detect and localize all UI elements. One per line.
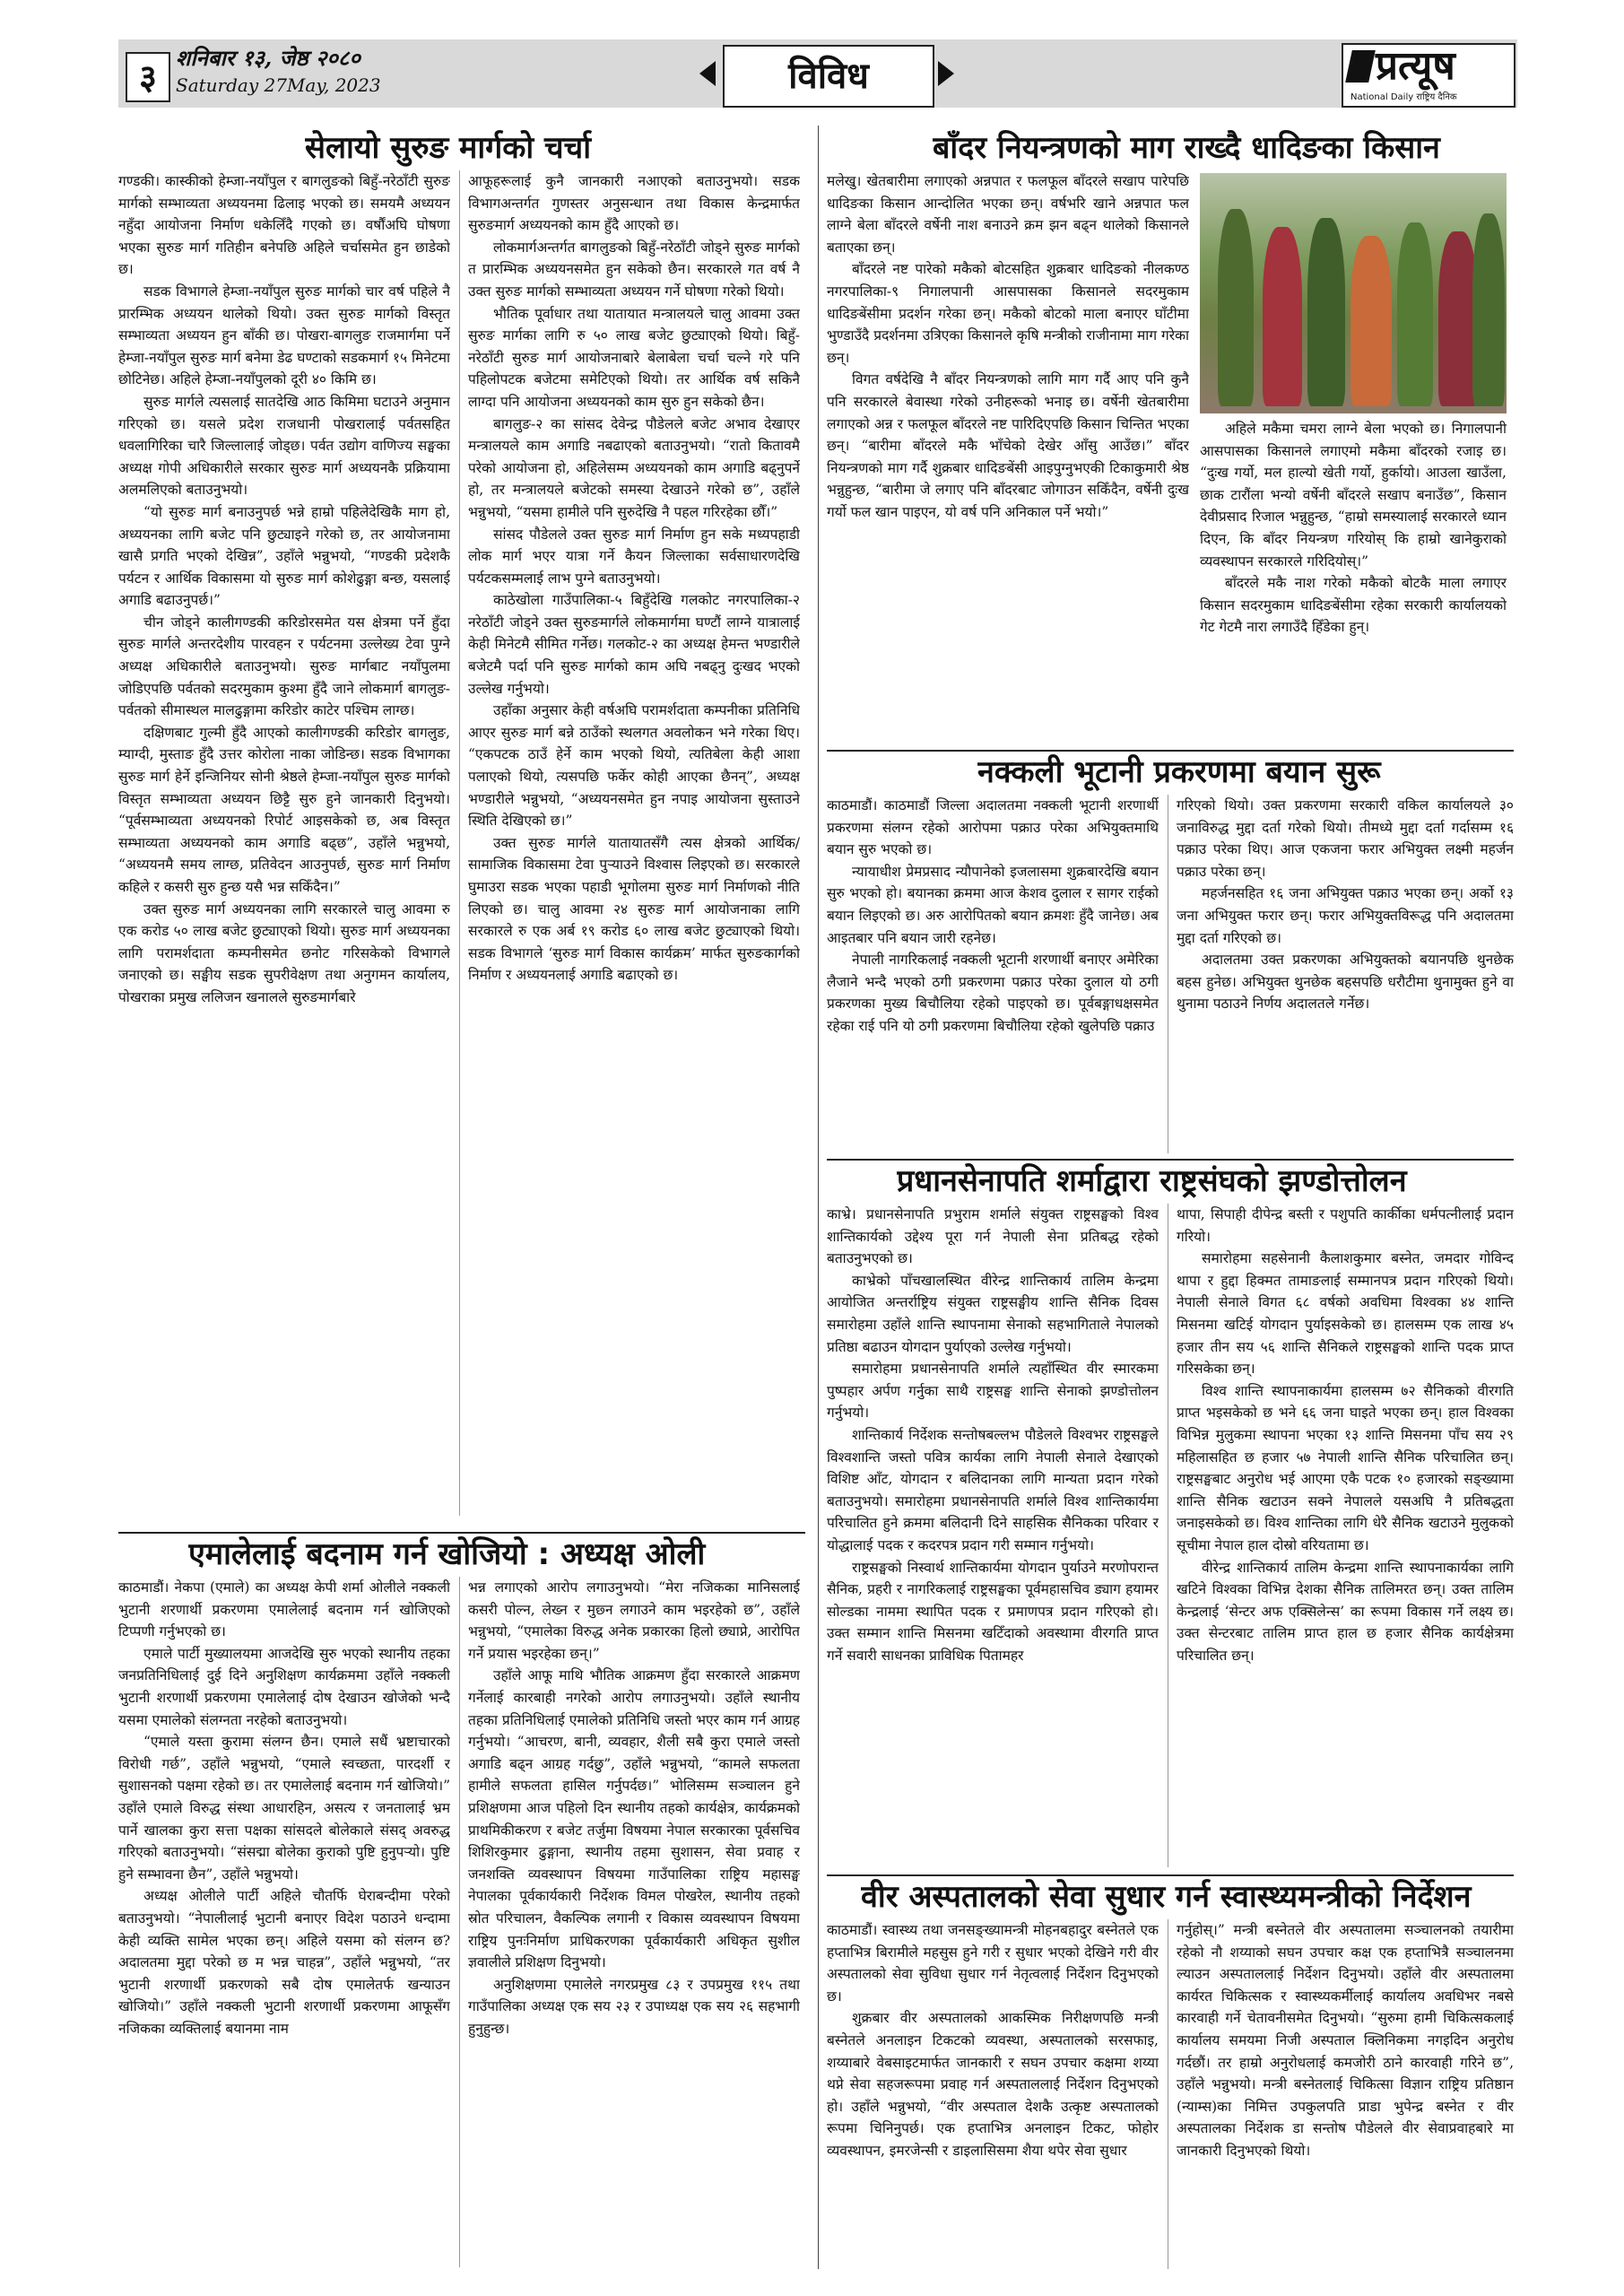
paragraph: काठमाडौं। नेकपा (एमाले) का अध्यक्ष केपी शर्मा ओलीले नक्कली भुटानी शरणार्थी प्रकरणमा एमालेलाई बदनाम गर्न खोजिएको टिप्पणी गर्नुभएको छ। — [118, 1579, 450, 1640]
paragraph: अहिले मकैमा चमरा लाग्ने बेला भएको छ। निगालपानी आसपासका किसानले लगाएमो मकैमा बाँदरको रजाइ छ। “दुःख गर्यो, मल हाल्यो खेती गर्यो, हुर्कायो। आउला खाउँला, छाक टारौंला भन्यो वर्षेनी बाँदरले सखाप बनाउँछ”, किसान देवीप्रसाद रिजाल भन्नुहुन्छ, “हाम्रो समस्यालाई सरकारले ध्यान दिएन, कि बाँदर नियन्त्रण गरियोस् कि हाम्रो खानेकुराको व्यवस्थापन सरकारले गरिदियोस्।” — [1200, 421, 1507, 570]
paragraph: सांसद पौडेलले उक्त सुरुङ मार्ग निर्माण हुन सके मध्यपहाडी लोक मार्ग भएर यात्रा गर्ने कैयन जिल्लाका सर्वसाधारणदेखि पर्यटकसम्मलाई लाभ पुग्ने बताउनुभयो। — [468, 526, 800, 587]
farmers-protest-photo — [1200, 173, 1507, 413]
paragraph: उहाँले आफू माथि भौतिक आक्रमण हुँदा सरकारले आक्रमण गर्नेलाई कारबाही नगरेको आरोप लगाउनुभयो। उहाँले स्थानीय तहका प्रतिनिधिलाई एमालेको प्रतिनिधि जस्तो भएर काम गर्न आग्रह गर्नुभयो। “आचरण, बानी, व्यवहार, शैली सबै कुरा एमाले जस्तो अगाडि बढ्न आग्रह गर्दछु”, उहाँले भन्नुभयो, “कामले सफलता हामीले सफलता हासिल गर्नुपर्दछ।” भोलिसम्म सञ्चालन हुने प्रशिक्षणमा आज पहिलो दिन स्थानीय तहको कार्यक्षेत्र, कार्यक्रमको प्राथमिकीकरण र बजेट तर्जुमा विषयमा नेपाल सरकारका पूर्वसचिव शिशिरकुमार ढुङ्गाना, स्थानीय तहमा सुशासन, सेवा प्रवाह र जनशक्ति व्यवस्थापन विषयमा गाउँपालिका राष्ट्रिय महासङ्घ नेपालका पूर्वकार्यकारी निर्देशक विमल पोखरेल, स्थानीय तहको स्रोत परिचालन, वैकल्पिक लगानी र विकास व्यवस्थापन विषयमा राष्ट्रिय पुनःनिर्माण प्राधिकरणका पूर्वकार्यकारी अधिकृत सुशील ज्ञवालीले प्रशिक्षण दिनुभयो। — [468, 1667, 800, 1971]
column-divider — [459, 170, 460, 1516]
article-bir-col2 — [1177, 1919, 1514, 2269]
headline-bhutani: नक्कली भूटानी प्रकरणमा बयान सुरू — [977, 754, 1381, 790]
paragraph: अध्यक्ष ओलीले पार्टी अहिले चौतर्फि घेराबन्दीमा परेको बताउनुभयो। “नेपालीलाई भुटानी बनाएर विदेश पठाउने धन्दामा केही व्यक्ति सामेल भएका छन्। अहिले यसमा को संलग्न छ? अदालतमा मुद्दा परेको छ म भन्न चाहन्न”, उहाँले भन्नुभयो, “तर भुटानी शरणार्थी प्रकरणको सबै दोष एमालेतर्फ खन्याउन खोजियो।” उहाँले नक्कली भुटानी शरणार्थी प्रकरणमा आफूसँग नजिकका व्यक्तिलाई बयानमा नाम — [118, 1888, 450, 2037]
date-block — [176, 43, 381, 97]
paragraph: “एमाले यस्ता कुरामा संलग्न छैन। एमाले सधैं भ्रष्टाचारको विरोधी गर्छ”, उहाँले भन्नुभयो, “एमाले स्वच्छता, पारदर्शी र सुशासनको पक्षमा रहेको छ। तर एमालेलाई बदनाम गर्न खोजियो।” उहाँले एमाले विरुद्ध संस्था आधारहिन, असत्य र जनतालाई भ्रम पार्ने खालका कुरा सत्ता पक्षका सांसदले बोलेकाले संसद् अवरुद्ध गरिएको बताउनुभयो। “संसद्मा बोलेका कुराको पुष्टि हुनुपर्‍यो। पुष्टि हुने सम्भावना छैन”, उहाँले भन्नुभयो। — [118, 1734, 450, 1883]
paragraph: काभ्रे। प्रधानसेनापति प्रभुराम शर्माले संयुक्त राष्ट्रसङ्घको विश्व शान्तिकार्यको उद्देश्य पूरा गर्न नेपाली सेना प्रतिबद्ध रहेको बताउनुभएको छ। — [827, 1206, 1159, 1267]
paragraph: उक्त सुरुङ मार्गले यातायातसँगै त्यस क्षेत्रको आर्थिक/सामाजिक विकासमा टेवा पुऱ्याउने विश्वास लिइएको छ। सरकारले घुमाउरा सडक भएका पहाडी भूगोलमा सुरुङ मार्ग निर्माणको नीति लिएको छ। चालु आवमा २४ सुरुङ मार्ग आयोजनाका लागि सरकारले रु एक अर्ब १९ करोड ६० लाख बजेट छुट्याएको थियो। सडक विभागले ‘सुरुङ मार्ग विकास कार्यक्रम’ मार्फत सुरुङकार्गको निर्माण र अध्ययनलाई अगाडि बढाएको छ। — [468, 834, 800, 984]
article-emale-col1 — [118, 1577, 450, 2267]
paragraph: समारोहमा प्रधानसेनापति शर्माले त्यहाँस्थित वीर स्मारकमा पुष्पहार अर्पण गर्नुका साथै राष्ट्रसङ्घ शान्ति सेनाको झण्डोत्तोलन गर्नुभयो। — [827, 1361, 1159, 1422]
paragraph: उक्त सुरुङ मार्ग अध्ययनका लागि सरकारले चालु आवमा रु एक करोड ५० लाख बजेट छुट्याएको थियो। सुरुङ मार्ग अध्ययनका लागि परामर्शदाता कम्पनीसमेत छनोट गरिसकेको विभागले जनाएको छ। सङ्घीय सडक सुपरीवेक्षण तथा अनुगमन कार्यालय, पोखराका प्रमुख ललिजन खनालले सुरुङमार्गबारे — [118, 900, 450, 1005]
page-number: ३ — [126, 52, 170, 102]
newspaper-logo — [1342, 43, 1515, 108]
paragraph: काठमाडौं। स्वास्थ्य तथा जनसङ्ख्यामन्त्री मोहनबहादुर बस्नेतले एक हप्ताभित्र बिरामीले महसुस हुने गरी र सुधार भएको देखिने गरी वीर अस्पतालको सेवा सुविधा सुधार गर्न नेतृत्वलाई निर्देशन दिनुभएको छ। — [827, 1922, 1159, 2005]
logo-name: प्रत्यूष — [1376, 43, 1455, 89]
paragraph: महर्जनसहित १६ जना अभियुक्त पक्राउ भएका छन्। अर्को १३ जना अभियुक्त फरार छन्। फरार अभियुक्तविरूद्ध पनि अदालतमा मुद्दा दर्ता गरिएको छ। — [1177, 885, 1514, 946]
paragraph: भौतिक पूर्वाधार तथा यातायात मन्त्रालयले चालु आवमा उक्त सुरुङ मार्गका लागि रु ५० लाख बजेट छुट्याएको थियो। बिहुँ-नरेठाँटी सुरुङ मार्ग आयोजनाबारे बेलाबेला चर्चा चल्ने गरे पनि पहिलोपटक बजेटमा समेटिएको थियो। तर आर्थिक वर्ष सकिनै लाग्दा पनि आयोजना अध्ययनको काम सुरु हुन सकेको छैन। — [468, 305, 800, 410]
left-arrow-icon — [699, 61, 716, 86]
headline-badar: बाँदर नियन्त्रणको माग राख्दै धादिङका किसान — [933, 130, 1440, 166]
paragraph: सडक विभागले हेम्जा-नयाँपुल सुरुङ मार्गको चार वर्ष पहिले नै प्रारम्भिक अध्ययन थालेको थियो। उक्त सुरुङ मार्गको विस्तृत सम्भाव्यता अध्ययन हुन बाँकी छ। पोखरा-बागलुङ राजमार्गमा पर्ने हेम्जा-नयाँपुल सुरुङ मार्ग बनेमा डेढ घण्टाको सडकमार्ग १५ मिनेटमा छोटिनेछ। अहिले हेम्जा-नयाँपुलको दूरी ४० किमि छ। — [118, 283, 450, 388]
paragraph: विगत वर्षदेखि नै बाँदर नियन्त्रणको लागि माग गर्दै आए पनि कुनै पनि सरकारले बेवास्था गरेको उनीहरूको भनाइ छ। वर्षेनी खेतबारीमा लगाएको अन्न र फलफूल बाँदरले नष्ट पारिदिएपछि किसान चिन्तित भएका छन्। “बारीमा बाँदरले मकै भाँचेको देखेर आँसु आउँछ।” बाँदर नियन्त्रणको माग गर्दै शुक्रबार धादिङबेंसी आइपुग्नुभएकी टिकाकुमारी श्रेष्ठ भन्नुहुन्छ, “बारीमा जे लगाए पनि बाँदरबाट जोगाउन सकिँदैन, वर्षेनी दुःख गर्यो फल खान पाइएन, यो वर्ष पनि अनिकाल पर्ने भयो।” — [827, 371, 1189, 520]
right-arrow-icon — [938, 61, 954, 86]
paragraph: बाँदरले मकै नाश गरेको मकैको बोटकै माला लगाएर किसान सदरमुकाम धादिङबेंसीमा रहेका सरकारी कार्यालयको गेट गेटमै नारा लगाउँदै हिँडेका हुन्। — [1200, 575, 1507, 636]
paragraph: सुरुङ मार्गले त्यसलाई सातदेखि आठ किमिमा घटाउने अनुमान गरिएको छ। यसले प्रदेश राजधानी पोखरालाई पर्वतसहित धवलागिरिका चारै जिल्लालाई जोड्छ। पर्वत उद्योग वाणिज्य सङ्घका अध्यक्ष गोपी अधिकारीले सरकार सुरुङ मार्ग अध्ययनकै प्रक्रियामा अलमलिएको बताउनुभयो। — [118, 393, 450, 499]
paragraph: नेपाली नागरिकलाई नक्कली भूटानी शरणार्थी बनाएर अमेरिका लैजाने भन्दै भएको ठगी प्रकरणमा पक्राउ परेका दुलाल यो ठगी प्रकरणका मुख्य बिचौलिया रहेको पाइएको छ। पूर्वबङ्गाधक्षसमेत रहेका राई पनि यो ठगी प्रकरणमा बिचौलिया रहेको खुलेपछि पक्राउ — [827, 952, 1159, 1034]
paragraph: गण्डकी। कास्कीको हेम्जा-नयाँपुल र बागलुङको बिहुँ-नरेठाँटी सुरुङ मार्गको सम्भाव्यता अध्ययनमा ढिलाइ भएको छ। समयमै अध्ययन नहुँदा आयोजना निर्माण धकेलिँदै गएको छ। वर्षौंअघि घोषणा भएका सुरुङ मार्ग गतिहीन बनेपछि अहिले चर्चासमेत हुन छाडेको छ। — [118, 173, 450, 278]
paragraph: लोकमार्गअन्तर्गत बागलुङको बिहुँ-नरेठाँटी जोड्ने सुरुङ मार्गको त प्रारम्भिक अध्ययनसमेत हुन सकेको छैन। सरकारले गत वर्ष नै उक्त सुरुङ मार्गको सम्भाव्यता अध्ययन गर्ने घोषणा गरेको थियो। — [468, 239, 800, 300]
paragraph: काभ्रेको पाँचखालस्थित वीरेन्द्र शान्तिकार्य तालिम केन्द्रमा आयोजित अन्तर्राष्ट्रिय संयुक्त राष्ट्रसङ्घीय शान्ति सैनिक दिवस समारोहमा उहाँले शान्ति स्थापनामा सेनाको सहभागिताले नेपालको प्रतिष्ठा बढाउन योगदान पुर्याएको उल्लेख गर्नुभयो। — [827, 1272, 1159, 1355]
headline-emale: एमालेलाई बदनाम गर्न खोजियो : अध्यक्ष ओली — [188, 1536, 706, 1572]
paragraph: राष्ट्रसङ्घको निस्वार्थ शान्तिकार्यमा योगदान पुर्याउने मरणोपरान्त सैनिक, प्रहरी र नागरिकलाई राष्ट्रसङ्घका पूर्वमहासचिव ड्याग हयामर सोल्डका नाममा स्थापित पदक र प्रमाणपत्र प्रदान गरिएको हो। उक्त सम्मान शान्ति मिसनमा खटिँदाको अवस्थामा वीरगति प्राप्त गर्ने सवारी साधनका प्राविधिक पितामहर — [827, 1559, 1159, 1664]
logo-tagline: National Daily राष्ट्रिय दैनिक — [1350, 92, 1457, 102]
paragraph: शुक्रबार वीर अस्पतालको आकस्मिक निरीक्षणपछि मन्त्री बस्नेतले अनलाइन टिकटको व्यवस्था, अस्पतालको सरसफाइ, शय्याबारे वेबसाइटमार्फत जानकारी र सघन उपचार कक्षमा शय्या थप्ने सेवा सहजरूपमा प्रवाह गर्न अस्पताललाई निर्देशन दिनुभएको हो। उहाँले भन्नुभयो, “वीर अस्पताल देशकै उत्कृष्ट अस्पतालको रूपमा चिनिनुपर्छ। एक हप्ताभित्र अनलाइन टिकट, फोहोर व्यवस्थापन, इमरजेन्सी र डाइलासिसमा शैया थपेर सेवा सुधार — [827, 2010, 1159, 2159]
paragraph: बाँदरले नष्ट पारेको मकैको बोटसहित शुक्रबार धादिङको नीलकण्ठ नगरपालिका-९ निगालपानी आसपासका किसानले सदरमुकाम धादिङबेंसीमा प्रदर्शन गरेका छन्। मकैको बोटको माला बनाएर घाँटीमा भुण्डाउँदै प्रदर्शनमा उत्रिएका किसानले कृषि मन्त्रीको राजीनामा माग गरेका छन्। — [827, 261, 1189, 366]
section-title: विविध — [723, 45, 934, 108]
paragraph: बागलुङ-२ का सांसद देवेन्द्र पौडेलले बजेट अभाव देखाएर मन्त्रालयले काम अगाडि नबढाएको बताउनुभयो। “रातो कितावमै परेको आयोजना हो, अहिलेसम्म अध्ययनको काम अगाडि बढ्नुपर्ने हो, तर मन्त्रालयले बजेटको समस्या देखाउने गरेको छ”, उहाँले भन्नुभयो, “यसमा हामीले पनि सुरुदेखि नै पहल गरिरहेका छौँ।” — [468, 415, 800, 520]
headline-seleyo: सेलायो सुरुङ मार्गको चर्चा — [305, 130, 592, 166]
paragraph: काठेखोला गाउँपालिका-५ बिहुँदेखि गलकोट नगरपालिका-२ नरेठाँटी जोड्ने उक्त सुरुङमार्गले लोकमार्गमा घण्टौं लाग्ने यात्रालाई केही मिनेटमै सीमित गर्नेछ। गलकोट-२ का अध्यक्ष हेमन्त भण्डारीले बजेटमै पर्दा पनि सुरुङ मार्गको काम अघि नबढ्नु दुःखद भएको उल्लेख गर्नुभयो। — [468, 592, 800, 697]
logo-mark-icon — [1345, 50, 1376, 83]
article-pradhan-col1 — [827, 1204, 1159, 1867]
paragraph: वीरेन्द्र शान्तिकार्य तालिम केन्द्रमा शान्ति स्थापनाकार्यका लागि खटिने विश्वका विभिन्न देशका सैनिक तालिमरत छन्। उक्त तालिम केन्द्रलाई ‘सेन्टर अफ एक्सिलेन्स’ का रूपमा विकास गर्ने लक्ष्य छ। उक्त सेन्टरबाट तालिम प्राप्त हाल छ हजार सैनिक कार्यक्षेत्रमा परिचालित छन्। — [1177, 1559, 1514, 1664]
article-seleyo-col2 — [468, 170, 800, 1525]
paragraph: अदालतमा उक्त प्रकरणका अभियुक्तको बयानपछि थुनछेक बहस हुनेछ। अभियुक्त थुनछेक बहसपछि धरौटीमा थुनामुक्त हुने वा थुनामा पठाउने निर्णय अदालतले गर्नेछ। — [1177, 952, 1514, 1013]
paragraph: विश्व शान्ति स्थापनाकार्यमा हालसम्म ७२ सैनिकको वीरगति प्राप्त भइसकेको छ भने ६६ जना घाइते भएका छन्। हाल विश्वका विभिन्न मुलुकमा स्थापना भएका १३ शान्ति मिसनमा पाँच सय २९ महिलासहित छ हजार ५७ नेपाली शान्ति सैनिक परिचालित छन्। राष्ट्रसङ्घबाट अनुरोध भई आएमा एकै पटक १० हजारको सङ्ख्यामा शान्ति सैनिक खटाउन सक्ने नेपालले यसअघि नै प्रतिबद्धता जनाइसकेको छ। विश्व शान्तिका लागि धेरै सैनिक खटाउने मुलुकको सूचीमा नेपाल हाल दोस्रो वरियतामा छ। — [1177, 1382, 1514, 1553]
date-english: Saturday 27May, 2023 — [176, 74, 381, 96]
article-bhutani-col1 — [827, 795, 1159, 1153]
headline-bir: वीर अस्पतालको सेवा सुधार गर्न स्वास्थ्यमन्त्रीको निर्देशन — [861, 1879, 1472, 1915]
paragraph: उहाँका अनुसार केही वर्षअघि परामर्शदाता कम्पनीका प्रतिनिधि आएर सुरुङ मार्ग बन्ने ठाउँको स्थलगत अवलोकन भने गरेका थिए। “एकपटक ठाउँ हेर्ने काम भएको थियो, त्यतिबेला केही आशा पलाएको थियो, त्यसपछि फर्केर कोही आएका छैनन्”, अध्यक्ष भण्डारीले भन्नुभयो, “अध्ययनसमेत हुन नपाइ आयोजना सुस्ताउने स्थिति देखिएको छ।” — [468, 702, 800, 830]
paragraph: दक्षिणबाट गुल्मी हुँदै आएको कालीगण्डकी करिडोर बागलुङ, म्याग्दी, मुस्ताङ हुँदै उत्तर कोरोला नाका जोडिन्छ। सडक विभागका सुरुङ मार्ग हेर्ने इन्जिनियर सोनी श्रेष्ठले हेम्जा-नयाँपुल सुरुङ मार्गको विस्तृत सम्भाव्यता अध्ययन छिट्टै सुरु हुने जानकारी दिनुभयो। “पूर्वसम्भाव्यता अध्ययनको रिपोर्ट आइसकेको छ, अब विस्तृत सम्भाव्यता अध्ययनको काम अगाडि बढ्छ”, उहाँले भन्नुभयो, “अध्ययनमै समय लाग्छ, प्रतिवेदन आउनुपर्छ, सुरुङ मार्ग निर्माण कहिले र कसरी सुरु हुन्छ यसै भन्न सकिँदैन।” — [118, 724, 450, 895]
paragraph: शान्तिकार्य निर्देशक सन्तोषबल्लभ पौडेलले विश्वभर राष्ट्रसङ्घले विश्वशान्ति जस्तो पवित्र कार्यका लागि नेपाली सेनाले देखाएको विशिष्ट आँट, योगदान र बलिदानका लागि मान्यता प्रदान गरेको बताउनुभयो। समारोहमा प्रधानसेनापति शर्माले विश्व शान्तिकार्यमा परिचालित हुने क्रममा बलिदानी दिने साहसिक सैनिकका परिवार र योद्धालाई पदक र कदरपत्र प्रदान गरी सम्मान गर्नुभयो। — [827, 1426, 1159, 1553]
paragraph: गरिएको थियो। उक्त प्रकरणमा सरकारी वकिल कार्यालयले ३० जनाविरुद्ध मुद्दा दर्ता गरेको थियो। तीमध्ये मुद्दा दर्ता गर्दासम्म १६ पक्राउ परेका थिए। आज एकजना फरार अभियुक्त लक्ष्मी महर्जन पक्राउ परेका छन्। — [1177, 797, 1514, 880]
article-badar-col1 — [827, 170, 1189, 744]
page-divider — [818, 126, 819, 2269]
paragraph: काठमाडौं। काठमाडौं जिल्ला अदालतमा नक्कली भूटानी शरणार्थी प्रकरणमा संलग्न रहेको आरोपमा पक्राउ परेका अभियुक्तमाथि बयान सुरु भएको छ। — [827, 797, 1159, 858]
paragraph: एमाले पार्टी मुख्यालयमा आजदेखि सुरु भएको स्थानीय तहका जनप्रतिनिधिलाई दुई दिने अनुशिक्षण कार्यक्रममा उहाँले नक्कली भुटानी शरणार्थी प्रकरणमा एमालेलाई दोष देखाउन खोजेको भन्दै यसमा एमालेको संलग्नता नरहेको बताउनुभयो। — [118, 1645, 450, 1728]
paragraph: न्यायाधीश प्रेमप्रसाद न्यौपानेको इजलासमा शुक्रबारदेखि बयान सुरु भएको हो। बयानका क्रममा आज केशव दुलाल र सागर राईको बयान लिइएको छ। अरु आरोपितको बयान क्रमशः हुँदै जानेछ। अब आइतबार पनि बयान जारी रहनेछ। — [827, 863, 1159, 946]
article-badar-col2 — [1200, 418, 1507, 639]
paragraph: भन्न लगाएको आरोप लगाउनुभयो। “मेरा नजिकका मानिसलाई कसरी पोल्न, लेख्न र मुछ्न लगाउने काम भइरहेको छ”, उहाँले भन्नुभयो, “एमालेका विरुद्ध अनेक प्रकारका हिलो छ्याप्ने, आरोपित गर्ने प्रयास भइरहेका छन्।” — [468, 1579, 800, 1662]
paragraph: चीन जोड्ने कालीगण्डकी करिडोरसमेत यस क्षेत्रमा पर्ने हुँदा सुरुङ मार्गले अन्तरदेशीय पारवहन र पर्यटनमा उल्लेख्य टेवा पुग्ने अध्यक्ष अधिकारीले बताउनुभयो। सुरुङ मार्गबाट नयाँपुलमा जोडिएपछि पर्वतको सदरमुकाम कुश्मा हुँदै जाने लोकमार्ग बागलुङ-पर्वतको सीमास्थल मालढुङ्गामा करिडोर काटेर पश्चिम लाग्छ। — [118, 613, 450, 719]
paragraph: थापा, सिपाही दीपेन्द्र बस्ती र पशुपति कार्कीका धर्मपत्नीलाई प्रदान गरियो। — [1177, 1206, 1514, 1245]
column-divider — [459, 1577, 460, 2267]
headline-pradhan: प्रधानसेनापति शर्माद्वारा राष्ट्रसंघको झण्डोत्तोलन — [897, 1163, 1407, 1199]
paragraph: मलेखु। खेतबारीमा लगाएको अन्नपात र फलफूल बाँदरले सखाप पारेपछि धादिङका किसान आन्दोलित भएका छन्। वर्षभरि खाने अन्नपात फल लाग्ने बेला बाँदरले वर्षेनी नाश बनाउने क्रम झन बढ्न थालेको किसानले बताएका छन्। — [827, 173, 1189, 256]
article-bhutani-col2 — [1177, 795, 1514, 1153]
paragraph: अनुशिक्षणमा एमालेले नगरप्रमुख ८३ र उपप्रमुख ११५ तथा गाउँपालिका अध्यक्ष एक सय २३ र उपाध्यक्ष एक सय २६ सहभागी हुनुहुन्छ। — [468, 1976, 800, 2037]
paragraph: समारोहमा सहसेनानी कैलाशकुमार बस्नेत, जमदार गोविन्द थापा र हुद्दा हिक्मत तामाङलाई सम्मानपत्र प्रदान गरिएको थियो। नेपाली सेनाले विगत ६८ वर्षको अवधिमा विश्वका ४४ शान्ति मिसनमा खटिई योगदान पुर्याइसकेको छ। हालसम्म एक लाख ४५ हजार तीन सय ५६ शान्ति सैनिकले राष्ट्रसङ्घको शान्ति पदक प्राप्त गरिसकेका छन्। — [1177, 1250, 1514, 1378]
article-emale-col2 — [468, 1577, 800, 2267]
paragraph: “यो सुरुङ मार्ग बनाउनुपर्छ भन्ने हाम्रो पहिलेदेखिकै माग हो, अध्ययनका लागि बजेट पनि छुट्याइने गरेको छ, तर आयोजनामा खासै प्रगति भएको देखिन्न”, उहाँले भन्नुभयो, “गण्डकी प्रदेशकै पर्यटन र आर्थिक विकासमा यो सुरुङ मार्ग कोशेढुङ्गा बन्छ, यसलाई अगाडि बढाउनुपर्छ।” — [118, 503, 450, 609]
article-bir-col1 — [827, 1919, 1159, 2269]
date-nepali: शनिबार १३, जेष्ठ २०८० — [176, 45, 360, 71]
article-seleyo-col1 — [118, 170, 450, 1525]
article-pradhan-col2 — [1177, 1204, 1514, 1867]
paragraph: आफूहरूलाई कुनै जानकारी नआएको बताउनुभयो। सडक विभागअन्तर्गत गुणस्तर अनुसन्धान तथा विकास केन्द्रमार्फत सुरुङमार्ग अध्ययनको काम हुँदै आएको छ। — [468, 173, 800, 234]
paragraph: गर्नुहोस्।” मन्त्री बस्नेतले वीर अस्पतालमा सञ्चालनको तयारीमा रहेको नौ शय्याको सघन उपचार कक्ष एक हप्ताभित्रै सञ्चालनमा ल्याउन अस्पताललाई निर्देशन दिनुभयो। उहाँले वीर अस्पतालमा कार्यरत चिकित्सक र स्वास्थ्यकर्मीलाई कार्यालय अवधिभर नबसे कारवाही गर्ने चेतावनीसमेत दिनुभयो। “सुरुमा हामी चिकित्सकलाई कार्यालय समयमा निजी अस्पताल क्लिनिकमा नगइदिन अनुरोध गर्दछौं। तर हाम्रो अनुरोधलाई कमजोरी ठाने कारवाही गरिने छ”, उहाँले भन्नुभयो। मन्त्री बस्नेतलाई चिकित्सा विज्ञान राष्ट्रिय प्रतिष्ठान (न्याम्स)का निमित्त उपकुलपति प्राडा भुपेन्द्र बस्नेत र वीर अस्पतालका निर्देशक डा सन्तोष पौडेलले वीर सेवाप्रवाहबारे मा जानकारी दिनुभएको थियो। — [1177, 1922, 1514, 2159]
